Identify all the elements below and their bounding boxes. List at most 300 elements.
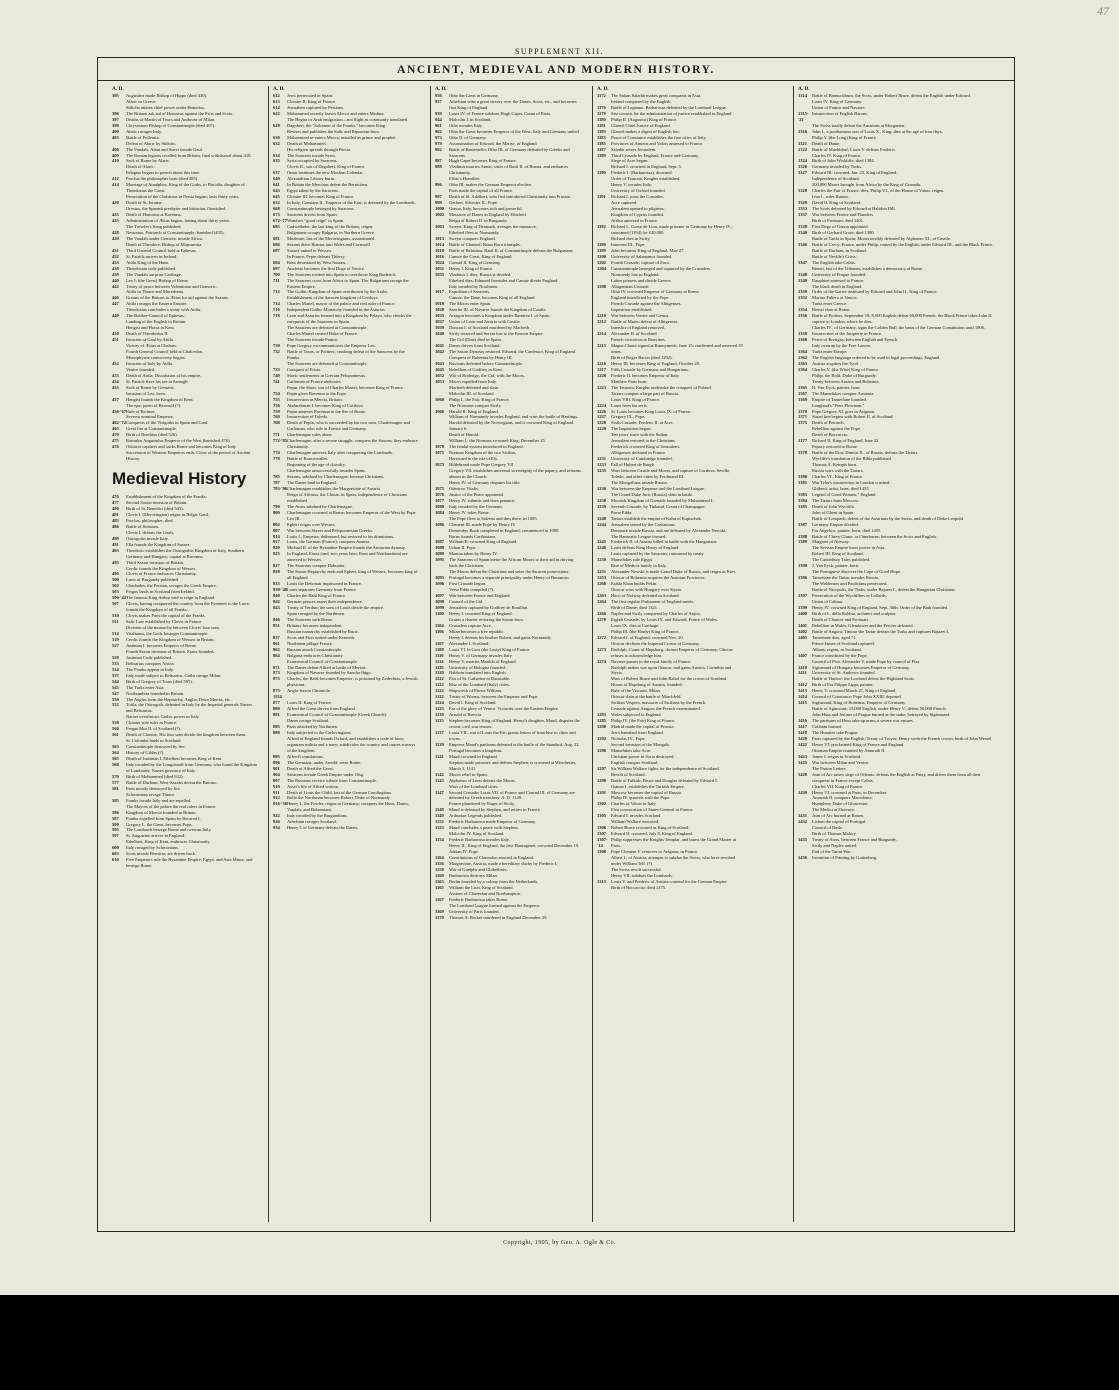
entry-event: Rebellion of Godfrey in Kent.: [449, 366, 503, 372]
entry-event: Portugal becomes a kingdom.: [449, 747, 503, 753]
entry-event: Norman Kingdom of the two Sicilies.: [449, 450, 517, 456]
timeline-entry: [112, 857, 258, 869]
entry-event: Battle of Tours, or Poitiers; crushing defeat of the Saracens by the Franks.: [287, 348, 405, 360]
entry-year: [597, 665, 611, 677]
entry-year: [112, 450, 126, 462]
entry-event: Charlemagne rules alone.: [287, 432, 333, 438]
entry-year: 1108: [435, 646, 444, 652]
entry-event: Charlemagne, after a severe struggle, conquers the Saxons; they embrace Christianity.: [287, 438, 418, 450]
entry-year: 904: [273, 771, 280, 777]
entry-year: 1018: [435, 247, 444, 253]
entry-event: 200,000 Moors brought from Africa by the King of Granada.: [812, 182, 922, 188]
entry-event: Clovis I. defeats the Gauls.: [126, 529, 175, 535]
entry-year: 529: [112, 654, 119, 660]
entry-year: 1028: [435, 307, 444, 313]
entry-event: Eighth Crusade, by Louis IX. and Edward, Prince of Wales.: [611, 616, 718, 622]
entry-year: 1375: [798, 420, 807, 426]
entry-event: Athelstan wins a great victory over the Danes, Scots, etc., and becomes first King of England.: [449, 98, 577, 110]
entry-year: 1199: [597, 247, 606, 253]
entry-event: The Avars subdued by Charlemagne.: [287, 503, 354, 509]
entry-event: Carloman of France abdicates.: [287, 378, 342, 384]
entry-year: 603: [112, 851, 119, 857]
entry-event: Paris attacked by Northmen.: [287, 724, 338, 730]
entry-event: Jerusalem opened to pilgrims.: [611, 206, 665, 212]
entry-event: Clotaire III. becomes King of France.: [287, 194, 355, 200]
entry-year: 774: [273, 450, 280, 456]
entry-event: Council of the Cid.: [449, 599, 484, 605]
entry-year: 451: [112, 337, 119, 343]
entry-event: The Saracens invited into Spain to overthrow King Roderick.: [287, 271, 397, 277]
entry-year: 440: [112, 277, 119, 283]
entry-event: The Grand Duke Juric (Russia) slain in battle.: [611, 491, 694, 497]
entry-event: History of Gildas (?).: [126, 750, 165, 756]
entry-event: Philip II. (Augustus) King of France.: [611, 116, 678, 122]
entry-year: 628: [273, 122, 280, 128]
entry-event: Rebellion in Wales; Glendower and the Percies defeated.: [812, 622, 914, 628]
entry-event: Peace of Constance establishes the free cities of Italy.: [611, 134, 707, 140]
entry-event: France interdicted by the Pope.: [812, 652, 868, 658]
entry-event: Clovis, having conquered the country from the Pyrenees to the Loire, founds the Kingdom of all Franks.: [126, 601, 250, 613]
entry-year: 881: [273, 712, 280, 718]
entry-event: Clovis I. (Merovingian) reigns in Belgic Gaul.: [126, 511, 209, 517]
entry-year: 1273: [597, 646, 606, 652]
entry-year: 895: [273, 753, 280, 759]
entry-year: 456-'67: [112, 408, 126, 414]
entry-event: Conquests of the Visigoths in Spain and Gaul.: [126, 420, 209, 426]
entry-event: Second invasion of the Mongols.: [611, 741, 671, 747]
entry-event: The Mongolians invade Russia.: [611, 479, 668, 485]
entry-event: Philip suppresses the Knights Templar, and burns the Grand Master at Paris.: [611, 837, 736, 849]
entry-year: 1200: [597, 253, 606, 259]
entry-year: 1370: [798, 408, 807, 414]
entry-event: St. Patrick arrives in Ireland.: [126, 253, 178, 259]
entry-event: Mohammed re-enters Mecca; installed as prince and prophet.: [287, 134, 397, 140]
entry-event: Naples and Sicily conquered by Charles of Anjou.: [611, 610, 701, 616]
entry-year: 577: [112, 779, 119, 785]
entry-event: Alexander Newski is made Grand Duke of Russia, and reigns at Kiev.: [611, 569, 737, 575]
entry-year: 1000: [435, 206, 444, 212]
ad-label: A. D.: [273, 86, 285, 92]
entry-event: Henry IV. of Germany disputes his title.: [449, 479, 521, 485]
entry-year: 614: [273, 104, 280, 110]
entry-event: Fra Angelico, painter, born; died 1455.: [812, 527, 882, 533]
entry-year: 465: [112, 426, 119, 432]
entry-year: 687: [273, 247, 280, 253]
entry-year: 1301: [597, 789, 606, 795]
entry-event: Joan of Arc raises siege of Orleans, defeats the English at Patay, and drives them from all their conquests in France except Calais.: [812, 771, 981, 783]
entry-event: The Lombards besiege Rome and overrun Italy.: [126, 827, 212, 833]
entry-event: Henry I. King of France.: [449, 265, 494, 271]
entry-event: Charlemagne establishes the Margraviate of Austria.: [287, 485, 381, 491]
timeline-entry: [273, 438, 419, 450]
entry-event: Seventh Crusade, by Thibaud, Count of Champagne.: [611, 503, 706, 509]
entry-year: 754: [273, 390, 280, 396]
entry-event: Stilicho attains chief power under Honorius.: [126, 104, 206, 110]
entry-event: Charles the Bald King of France.: [287, 593, 347, 599]
entry-year: 1253: [597, 575, 606, 581]
entry-year: 1378: [798, 450, 807, 456]
entry-year: 901: [273, 765, 280, 771]
entry-year: 1204: [597, 265, 606, 271]
entry-year: 962: [435, 128, 442, 134]
timeline-entry: [435, 420, 581, 432]
entry-event: Christian power in Syria destroyed.: [611, 753, 675, 759]
entry-event: Danes ravage Scotland.: [287, 718, 330, 724]
entry-event: Gregory I., the Great, becomes Pope.: [126, 821, 193, 827]
entry-event: Anafesto becomes the first Doge of Venice.: [287, 265, 365, 271]
entry-event: Ivan I., rules Russia.: [812, 194, 849, 200]
entry-year: 1229: [597, 426, 606, 432]
entry-event: Rule of Ricimer.: [126, 408, 156, 414]
entry-event: Sweyn conquers England.: [449, 235, 496, 241]
entry-event: Bulgarians occupy Bulgaria, in Northern Greece.: [287, 229, 375, 235]
entry-year: 1356: [798, 313, 807, 319]
entry-event: Battle of Lempach; defeat of the Austrians by the Swiss, and death of Duke Leopold.: [812, 515, 964, 521]
entry-event: Thomas A. Kempis born.: [812, 462, 858, 468]
entry-event: Maud crowned in England.: [449, 753, 498, 759]
entry-event: Edward I. invades Scotland.: [611, 813, 662, 819]
timeline-entry: [435, 718, 581, 730]
entry-year: 768: [273, 420, 280, 426]
entry-event: War between France and England.: [449, 593, 511, 599]
entry-event: Italy invaded by the Burgundians.: [287, 813, 348, 819]
entry-event: William the Lion, King of Scotland.: [449, 884, 514, 890]
entry-event: Sicily restored and Servia lost to the Eastern Empire.: [449, 331, 544, 337]
entry-event: The Germans, under Arnold, seize Rome.: [287, 759, 362, 765]
entry-event: Ottocar wars with Hungary over Styria.: [611, 587, 682, 593]
entry-year: 802: [273, 521, 280, 527]
entry-year: 681: [273, 235, 280, 241]
entry-year: 1075: [435, 485, 444, 491]
entry-year: 431: [112, 247, 119, 253]
entry-event: Constantinople besieged by Saracens.: [287, 206, 355, 212]
entry-event: Italy made subject to Belisarius. Goths ravage Milan.: [126, 672, 222, 678]
entry-event: Hildebrand made Pope Gregory VII.: [449, 462, 515, 468]
entry-year: 1380: [798, 474, 807, 479]
entry-event: Stephen made prisoner, and defeats Stephen; is crowned at Winchester, March 3, 1141.: [449, 759, 577, 771]
entry-year: 1040: [435, 331, 444, 337]
entry-year: 800: [273, 509, 280, 515]
entry-event: Louis VII., son of Louis the Fat; grants letters of franchise to cities and towns.: [449, 729, 576, 741]
entry-year: 406: [112, 146, 119, 152]
entry-event: Birth of Boccaccio; died 1375.: [611, 884, 667, 890]
entry-event: Ethelbert, King of Kent, embraces Christianity.: [126, 839, 211, 845]
entry-event: Mantua taken by Henry IV.: [449, 551, 498, 557]
entry-event: Harold II. King of England.: [449, 408, 499, 414]
entry-event: Verse Edda compiled (?).: [449, 587, 495, 593]
entry-event: Philip III. (the Hardy) King of France.: [611, 628, 680, 634]
entry-event: Rudolph, Count of Hapsburg, chosen Emperor of Germany; Ottocar refuses to acknowledge him.: [611, 646, 733, 658]
entry-event: Navarre passes to the royal family of France.: [611, 658, 692, 664]
entry-event: Ten years' truce with the Sultan.: [611, 432, 669, 438]
entry-year: 1412: [798, 682, 807, 688]
entry-event: Persecution of the Wycliffites or Lollards.: [812, 593, 887, 599]
entry-event: Pepin annexes Ravenna to the See of Rome.: [287, 408, 367, 414]
entry-year: 1417: [798, 724, 807, 730]
entry-year: 1400: [798, 610, 807, 616]
entry-year: 1431: [798, 813, 807, 819]
entry-year: 643: [273, 188, 280, 194]
entry-event: His religion spreads through Persia.: [287, 146, 351, 152]
entry-event: Kingdom of Cyprus founded.: [611, 212, 664, 218]
entry-event: Arragon becomes a Kingdom under Ramirez I. of Spain.: [449, 313, 551, 319]
entry-year: 714: [273, 301, 280, 307]
entry-event: Clovis makes Paris the capital of the Franks.: [126, 613, 206, 619]
entry-event: Hereward in the isle of Ely.: [449, 456, 499, 462]
entry-event: Rise of the Lombard (Italy) cities.: [449, 682, 510, 688]
entry-event: The Vandals, Alani and Suevi invade Gaul.: [126, 146, 203, 152]
entry-year: 1327: [798, 170, 807, 176]
entry-year: 871: [273, 664, 280, 670]
entry-year: 1143: [435, 777, 444, 783]
entry-event: Groans of the Britons to Ætius for aid against the Saxons.: [126, 295, 230, 301]
entry-year: 1153: [435, 825, 444, 831]
entry-year: 640: [273, 176, 280, 182]
entry-event: Russian attack Constantinople.: [287, 646, 343, 652]
entry-event: Second Saxon invasion of Britain.: [126, 500, 188, 506]
entry-year: 1095: [435, 575, 444, 581]
entry-event: The Saracens are defeated at Constantinople.: [287, 325, 368, 331]
entry-year: 1100: [435, 610, 444, 616]
entry-event: Henry VII. subdues the Lombards.: [611, 872, 674, 878]
entry-year: 672-'77: [273, 218, 287, 224]
entry-event: Innocent III., Pope.: [611, 241, 646, 247]
title-rule: [97, 80, 1015, 81]
entry-event: Conrad II. King of Germany.: [449, 259, 501, 265]
entry-event: Justice of the Peace appointed.: [449, 491, 504, 497]
entry-event: H. Van Eyck, painter, born.: [812, 384, 861, 390]
entry-event: Henry I. defeats his brother Robert, and gains Normandy.: [449, 634, 552, 640]
entry-event: The Moors enter Spain.: [449, 301, 492, 307]
entry-event: Battle of Muehldorf; Louis V. defeats Frederic.: [812, 146, 896, 152]
entry-event: Sixt circuits for the administration of justice established in England.: [611, 110, 733, 116]
entry-event: Charlemagne unsuccessfully invades Spain.: [287, 468, 366, 474]
entry-year: 741: [273, 378, 280, 384]
entry-event: Battle of Crecy; France, under Philip, routed by the English, under Edward III., and the Black Prince.: [812, 241, 994, 247]
entry-event: Great fire at Constantinople.: [126, 426, 177, 432]
entry-year: 839-'40: [273, 587, 287, 593]
entry-year: 885: [273, 724, 280, 730]
entry-year: 755: [273, 396, 280, 402]
entry-event: Egbert reigns over Wessex.: [287, 521, 336, 527]
entry-year: 511: [112, 619, 119, 625]
entry-year: 1180: [597, 116, 606, 122]
entry-event: Richard I. crowned in England, Sept. 3.: [611, 164, 682, 170]
entry-event: Pepin, the Short, son of Charles Martel, becomes King of France.: [287, 384, 404, 390]
entry-year: 987: [435, 158, 442, 164]
entry-event: Division of the monarchy between Clovis' four sons.: [126, 625, 221, 631]
entry-event: Kubla Khan builds Pekin.: [611, 581, 658, 587]
entry-year: 1024: [435, 259, 444, 265]
entry-event: Ostrogoths invade Italy.: [126, 535, 169, 541]
entry-year: 1163: [435, 878, 444, 884]
entry-year: 537: [112, 672, 119, 678]
entry-event: Five Emperors rule the Byzantine Empire; Egypt, and Asia Minor, and besiege Rome.: [126, 857, 253, 869]
entry-event: Louis IX. dies at Carthage.: [611, 622, 660, 628]
entry-year: 1220: [597, 372, 606, 378]
entry-event: John becomes King of England, May 27.: [611, 247, 685, 253]
entry-year: 961: [435, 122, 442, 128]
entry-event: The English take Calais.: [812, 259, 856, 265]
entry-event: Birth of John Wickliffe; died 1384.: [812, 158, 875, 164]
entry-event: Frederic Barbarossa made Emperor of Germany.: [449, 819, 537, 825]
entry-event: Second Crusade; Louis VII. of France and Conrad III. of Germany are defeated by Greek treachery. A. D. 1149.: [449, 789, 575, 801]
supplement-label: SUPPLEMENT XII.: [514, 47, 605, 56]
entry-year: 425: [112, 218, 119, 224]
entry-event: Legend of Good Women," England.: [812, 491, 877, 497]
entry-event: Charles Martel created Duke of France.: [287, 331, 358, 337]
entry-event: Battle of Nicopolis, the Turks, under Bajazet I., defeat the Hungarian Christians.: [812, 587, 956, 593]
entry-year: 1172: [597, 93, 606, 98]
entry-year: 1154: [435, 837, 444, 843]
entry-event: Nicholas IV., Pope.: [611, 735, 646, 741]
entry-event: William II. crowned King of England.: [449, 539, 518, 545]
entry-event: Insurrection of the Jacquerie in France.: [812, 331, 882, 337]
timeline-entry: [435, 760, 581, 772]
entry-event: Alfred of England founds Oxford, and establishes a code of laws; organizes militia and a navy; subdivides the country and causes surveys of the kingdom.: [287, 735, 416, 753]
entry-event: Peace of Bretigny, between English and French.: [812, 337, 898, 343]
entry-event: Albigensian Crusade.: [611, 283, 650, 289]
entry-event: Jerusalem seized by the Carismians.: [611, 521, 676, 527]
entry-year: 814: [273, 533, 280, 539]
entry-event: Paris mostly destroyed by fire.: [126, 785, 181, 791]
entry-event: Barbarossa destroys Milan.: [449, 872, 498, 878]
entry-year: 1226: [597, 408, 606, 414]
entry-event: The Paston Letters.: [812, 765, 847, 771]
entry-event: Insurrection of Toledo.: [287, 414, 328, 420]
entry-year: 570: [112, 773, 119, 779]
column-divider: [268, 86, 269, 1222]
timeline-entry: [435, 730, 581, 742]
entry-year: 457: [112, 396, 119, 402]
entry-event: University of Bologna founded.: [449, 664, 506, 670]
entry-event: The Saxon Dynasty restored. Edward, the Confessor, King of England.: [449, 348, 576, 354]
entry-year: 939: [435, 110, 442, 116]
entry-event: Narses overthrows Gothic power in Italy.: [126, 714, 200, 720]
entry-year: 1060: [435, 396, 444, 402]
entry-event: The Franks appear in Italy.: [126, 666, 174, 672]
entry-event: Death of Clotaire. His four sons divide the kingdom between them.: [126, 732, 247, 738]
entry-event: Adrian IV. Pope.: [449, 849, 479, 855]
entry-event: Birth of Mohammed (died 632).: [126, 773, 184, 779]
entry-year: 861: [273, 640, 280, 646]
entry-event: Council of Pisa. Alexander V. made Pope by council of Pisa.: [812, 658, 921, 664]
entry-event: Domesday Book completed in England; commenced in 1080.: [449, 527, 560, 533]
entry-event: Fergus Mor II. of Scotland (?).: [126, 726, 181, 732]
entry-event: The feudal system introduced in England.: [449, 444, 524, 450]
entry-event: Odoacer captures and sacks Rome and becomes King of Italy.: [126, 444, 237, 450]
entry-event: Richard II. King of England, June 22.: [812, 438, 880, 444]
entry-year: 1052: [435, 372, 444, 378]
entry-event: Northmen pillage France.: [287, 640, 333, 646]
entry-event: Death of St. Adelbert, who first introduced Christianity into Prussia.: [449, 194, 571, 200]
entry-event: Slavic settlements in Grecian Peloponnesus.: [287, 372, 367, 378]
entry-year: 772-'85: [273, 438, 287, 444]
entry-event: Louis I., Emperor, dethroned, but restored to his dominions.: [287, 533, 395, 539]
entry-event: The Moors defeat the Christians and seize the Saracen possessions.: [449, 569, 570, 575]
entry-event: War between France and Flanders.: [812, 212, 874, 218]
entry-event: Charlemagne annexes Italy after conquering the Lombards.: [287, 450, 394, 456]
entry-year: 480: [112, 506, 119, 511]
entry-event: Death of Chaucer and Froissart.: [812, 616, 870, 622]
entry-event: Frederick II. of Austria killed in battle with the Hungarians.: [611, 539, 718, 545]
entry-year: 412: [112, 176, 119, 182]
entry-event: Kingdom of Mercia founded in Britain.: [126, 809, 197, 815]
entry-event: Battle of Belasitza; Basil II. of Constantinople defeats the Bulgarians.: [449, 247, 574, 253]
entry-event: University of St. Andrews founded.: [812, 670, 876, 676]
entry-year: 1354: [798, 307, 807, 313]
entry-event: Rudolph makes war upon Ottocar, and gains Austria, Corinthia and Styria.: [611, 664, 732, 676]
entry-event: Franks expelled from Spain by Recared I.: [126, 815, 201, 821]
entry-year: 470: [112, 432, 119, 438]
entry-event: Stephen becomes King of England. Henry's daughter, Maud, disputes the crown; civil war ensues.: [449, 718, 580, 730]
entry-event: Charles VI., King of France.: [812, 474, 863, 479]
entry-year: 477: [112, 500, 119, 506]
entry-year: 817: [273, 539, 280, 545]
entry-year: 1333: [798, 206, 807, 212]
entry-event: Frederic II. becomes Emperor of Italy.: [611, 372, 680, 378]
entry-event: Henry VI. crowned at Paris, in December.: [812, 789, 888, 795]
entry-year: 1328: [798, 188, 807, 194]
entry-event: Canute, the Dane, becomes King of all England.: [449, 295, 536, 301]
entry-event: Empire of Tamerlane founded.: [812, 396, 867, 402]
entry-event: Charles, the Bald, becomes Emperor; is poisoned by Zedechias, a Jewish physician.: [287, 676, 418, 688]
entry-event: Moors rebel in Spain.: [449, 771, 488, 777]
entry-event: Death of Attila. Dissolution of his empire.: [126, 372, 202, 378]
entry-event: Elfric's Homilies.: [449, 176, 481, 182]
entry-event: Saxons drive Britons into Wales and Cornwall.: [287, 241, 371, 247]
entry-year: 1347: [798, 259, 807, 265]
entry-year: 1321: [798, 140, 807, 146]
entry-event: Attila in Thrace and Macedonia.: [126, 289, 184, 295]
entry-event: Augustine made Bishop of Hippo (died 430).: [126, 93, 207, 98]
entry-year: 632: [273, 140, 280, 146]
entry-event: The Hegira or Arab emigration—not flight as commonly translated.: [287, 116, 409, 122]
entry-event: The black death in England.: [812, 283, 863, 289]
entry-event: The Hussites take Prague.: [812, 729, 859, 735]
entry-year: 1274: [597, 658, 606, 664]
entry-year: 1130: [435, 712, 444, 718]
entry-event: Battle of Roncesvalles.: [287, 456, 329, 462]
entry-year: 491: [112, 541, 119, 547]
entry-year: [435, 420, 449, 432]
entry-event: Clotaire II. King of France.: [287, 98, 336, 104]
entry-year: 833: [273, 581, 280, 587]
entry-event: Shipwreck of Prince William.: [449, 688, 503, 694]
entry-event: Moors expelled from Italy.: [449, 378, 497, 384]
entry-event: Fall of Hubert de Burgh.: [611, 462, 656, 468]
entry-year: 462-'72: [112, 420, 126, 426]
entry-event: The Mayors of the palace the real rulers in France.: [126, 803, 217, 809]
stock-watermark-bar: [0, 1295, 1119, 1390]
entry-year: 450: [112, 331, 119, 337]
entry-year: 1120: [435, 670, 444, 676]
entry-year: 1003: [435, 223, 444, 229]
entry-year: 851: [273, 622, 280, 628]
entry-year: 857: [273, 634, 280, 640]
entry-year: 875-1154: [273, 688, 282, 700]
entry-event: The Swiss totally defeat the Austrians at Morgarten.: [812, 122, 905, 128]
entry-event: Justinian Code published.: [126, 654, 173, 660]
entry-event: Death of Theodosius II.: [126, 331, 169, 337]
entry-year: 979: [435, 140, 442, 146]
entry-event: The famous King Arthur said to reign in England.: [126, 595, 216, 601]
entry-year: 880: [273, 706, 280, 712]
entry-year: 1307: [597, 831, 606, 837]
entry-event: Dagobert, the "Solomon of the Franks," becomes King.: [287, 122, 387, 128]
entry-event: David II. King of Scotland.: [812, 200, 861, 206]
entry-year: 1135: [435, 718, 444, 724]
